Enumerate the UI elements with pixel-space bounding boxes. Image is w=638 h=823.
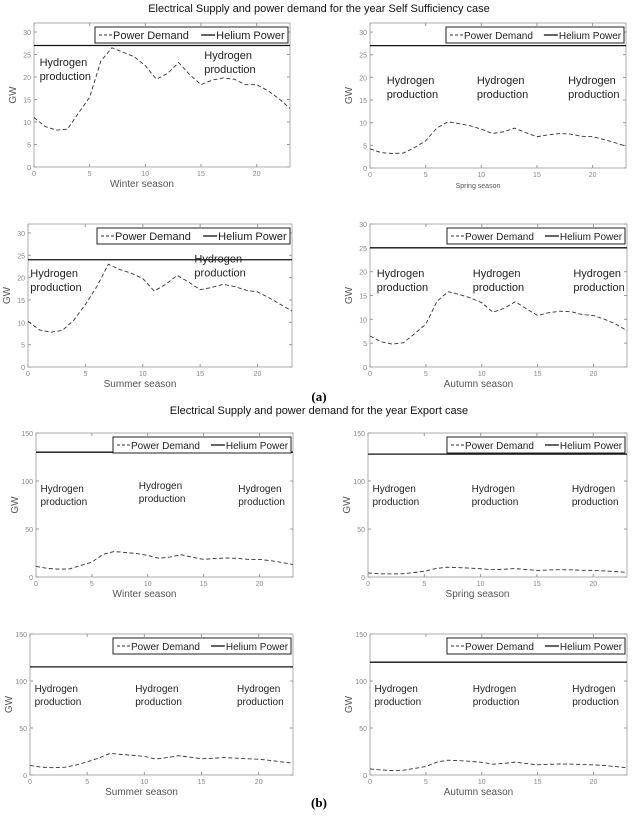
x-tick-label: 20 (252, 171, 261, 178)
y-tick-label: 0 (361, 575, 365, 582)
x-axis-label: Summer season (103, 379, 177, 390)
x-tick-label: 5 (423, 371, 428, 378)
legend-item: Power Demand (465, 642, 534, 653)
x-tick-label: 15 (197, 171, 205, 178)
legend-item: Helium Power (559, 441, 623, 452)
x-tick-label: 5 (423, 779, 428, 786)
y-tick-label: 15 (359, 293, 367, 301)
x-tick-label: 0 (368, 172, 372, 179)
hydrogen-production-annotation: Hydrogen production (386, 74, 439, 101)
x-tick-label: 0 (32, 171, 36, 178)
y-tick-label: 25 (359, 52, 367, 60)
chart-b-winter (10, 431, 293, 600)
y-tick-label: 50 (25, 527, 33, 534)
x-axis-label: Spring season (445, 589, 510, 600)
y-tick-label: 15 (23, 97, 31, 105)
y-tick-label: 150 (355, 632, 367, 639)
x-tick-label: 20 (589, 581, 598, 588)
y-tick-label: 10 (359, 120, 367, 128)
y-tick-label: 5 (363, 143, 367, 151)
legend-item: Helium Power (216, 30, 285, 42)
x-tick-label: 20 (589, 779, 598, 786)
hydrogen-production-annotation: Hydrogen production (571, 484, 619, 509)
hydrogen-production-annotation: Hydrogen production (194, 253, 246, 280)
y-tick-label: 50 (357, 527, 365, 534)
y-axis-label: GW (342, 496, 353, 514)
chart-a-summer (2, 224, 292, 390)
x-tick-label: 0 (26, 371, 30, 378)
hydrogen-production-annotation: Hydrogen production (40, 484, 88, 509)
y-tick-label: 0 (363, 166, 367, 173)
hydrogen-production-annotation: Hydrogen production (138, 481, 186, 506)
y-tick-label: 50 (19, 726, 27, 733)
y-tick-label: 5 (21, 342, 25, 350)
hydrogen-production-annotation: Hydrogen production (372, 484, 420, 509)
plot-area (34, 23, 290, 167)
hydrogen-production-annotation: Hydrogen production (471, 484, 519, 509)
legend-item: Power Demand (465, 441, 534, 452)
legend (95, 27, 288, 43)
y-tick-label: 10 (359, 317, 367, 325)
legend (446, 27, 624, 43)
y-tick-label: 15 (17, 297, 25, 305)
x-tick-label: 20 (253, 371, 262, 378)
y-tick-label: 150 (21, 431, 33, 438)
x-tick-label: 20 (588, 172, 597, 179)
legend-item: Helium Power (225, 441, 289, 452)
x-tick-label: 10 (140, 779, 149, 786)
y-tick-label: 30 (359, 30, 367, 38)
legend-item: Helium Power (218, 231, 287, 243)
legend-item: Helium Power (558, 31, 622, 42)
x-tick-label: 15 (199, 581, 208, 588)
legend-item: Power Demand (131, 441, 200, 452)
legend-item: Power Demand (115, 231, 191, 243)
x-tick-label: 20 (255, 581, 264, 588)
x-tick-label: 0 (368, 371, 372, 378)
y-tick-label: 15 (359, 98, 367, 106)
figure-title-b: Electrical Supply and power demand for the year Export case (169, 405, 469, 417)
hydrogen-production-annotation: Hydrogen production (472, 267, 525, 294)
x-axis-label: Spring season (455, 183, 501, 190)
x-tick-label: 15 (533, 779, 542, 786)
x-tick-label: 0 (368, 779, 372, 786)
y-tick-label: 100 (355, 679, 367, 686)
y-tick-label: 50 (359, 726, 367, 733)
x-tick-label: 15 (533, 371, 542, 378)
hydrogen-production-annotation: Hydrogen production (238, 484, 285, 509)
chart-b-summer (4, 632, 293, 798)
hydrogen-production-annotation: Hydrogen production (39, 57, 91, 84)
x-axis-label: Winter season (110, 179, 174, 190)
x-tick-label: 15 (533, 172, 541, 179)
y-tick-label: 150 (15, 632, 27, 639)
y-tick-label: 25 (359, 245, 367, 253)
y-tick-label: 0 (27, 165, 31, 172)
y-axis-label: GW (4, 695, 15, 714)
hydrogen-production-annotation: Hydrogen production (30, 267, 82, 294)
hydrogen-production-annotation: Hydrogen production (204, 50, 256, 76)
hydrogen-production-annotation: Hydrogen production (135, 683, 182, 708)
legend (447, 437, 625, 453)
x-tick-label: 10 (477, 371, 486, 378)
x-tick-label: 20 (254, 779, 263, 786)
y-tick-label: 10 (17, 320, 25, 328)
legend (447, 638, 625, 654)
y-tick-label: 150 (353, 431, 365, 438)
hydrogen-production-annotation: Hydrogen production (472, 683, 520, 708)
y-tick-label: 0 (29, 575, 33, 582)
x-axis-label: Autumn season (443, 787, 514, 798)
hydrogen-production-annotation: Hydrogen production (573, 267, 625, 294)
hydrogen-production-annotation: Hydrogen production (572, 683, 619, 708)
y-axis-label: GW (8, 86, 19, 104)
legend (447, 228, 625, 244)
hydrogen-production-annotation: Hydrogen production (34, 683, 82, 708)
x-tick-label: 0 (34, 581, 38, 588)
plot-area (370, 224, 627, 367)
x-axis-label: Autumn season (443, 379, 514, 390)
y-axis-label: GW (2, 286, 13, 305)
y-tick-label: 100 (15, 679, 27, 686)
x-tick-label: 15 (197, 779, 206, 786)
x-tick-label: 15 (196, 371, 205, 378)
y-axis-label: GW (344, 695, 355, 714)
panel-label-a: (a) (311, 389, 327, 404)
x-tick-label: 10 (477, 779, 486, 786)
y-tick-label: 25 (17, 253, 25, 261)
hydrogen-production-annotation: Hydrogen production (376, 267, 429, 294)
y-axis-label: GW (344, 86, 355, 105)
hydrogen-production-annotation: Hydrogen production (374, 683, 422, 708)
legend-item: Helium Power (559, 642, 623, 653)
legend (113, 437, 291, 453)
legend-item: Power Demand (464, 31, 533, 42)
y-tick-label: 5 (27, 142, 31, 150)
y-tick-label: 25 (23, 52, 31, 60)
y-tick-label: 5 (363, 341, 367, 349)
x-tick-label: 0 (28, 779, 32, 786)
chart-b-spring (342, 431, 627, 600)
legend-item: Power Demand (131, 642, 200, 653)
hydrogen-production-annotation: Hydrogen production (476, 74, 529, 101)
y-tick-label: 100 (21, 479, 33, 486)
x-axis-label: Summer season (105, 787, 178, 798)
hydrogen-production-annotation: Hydrogen production (236, 683, 284, 708)
x-tick-label: 10 (477, 172, 486, 179)
legend-item: Power Demand (113, 30, 189, 42)
x-tick-label: 10 (476, 581, 485, 588)
y-tick-label: 20 (359, 269, 367, 277)
chart-b-autumn (344, 632, 627, 798)
y-tick-label: 0 (363, 773, 367, 780)
x-tick-label: 10 (143, 581, 152, 588)
y-tick-label: 20 (17, 275, 25, 283)
x-tick-label: 0 (366, 581, 370, 588)
y-tick-label: 30 (17, 230, 25, 238)
legend-item: Helium Power (559, 232, 623, 243)
x-tick-label: 10 (138, 371, 147, 378)
x-tick-label: 5 (83, 371, 88, 378)
y-tick-label: 20 (23, 75, 31, 82)
y-tick-label: 30 (359, 222, 367, 229)
y-tick-label: 20 (359, 75, 367, 83)
legend-item: Power Demand (465, 232, 534, 243)
chart-a-autumn (344, 222, 627, 390)
panel-label-b: (b) (311, 795, 327, 810)
y-tick-label: 10 (23, 120, 31, 127)
y-tick-label: 0 (23, 773, 27, 780)
x-tick-label: 10 (141, 171, 150, 178)
x-tick-label: 5 (87, 171, 92, 178)
x-tick-label: 5 (85, 779, 90, 786)
legend (113, 638, 291, 654)
y-tick-label: 30 (23, 30, 31, 37)
x-tick-label: 5 (422, 581, 427, 588)
y-tick-label: 100 (353, 479, 365, 486)
x-tick-label: 20 (589, 371, 598, 378)
legend (97, 228, 290, 244)
hydrogen-production-annotation: Hydrogen production (568, 74, 620, 101)
plot-area (28, 224, 292, 367)
chart-a-spring (344, 23, 626, 190)
y-axis-label: GW (344, 286, 355, 305)
x-tick-label: 15 (533, 581, 541, 588)
y-axis-label: GW (10, 496, 21, 514)
x-tick-label: 5 (423, 172, 428, 179)
x-tick-label: 5 (89, 581, 94, 588)
chart-a-winter (8, 23, 290, 190)
figure-title-a: Electrical Supply and power demand for the year Self Sufficiency case (148, 3, 490, 15)
y-tick-label: 0 (21, 365, 25, 372)
x-axis-label: Winter season (112, 589, 177, 600)
y-tick-label: 0 (363, 365, 367, 372)
legend-item: Helium Power (225, 642, 289, 653)
